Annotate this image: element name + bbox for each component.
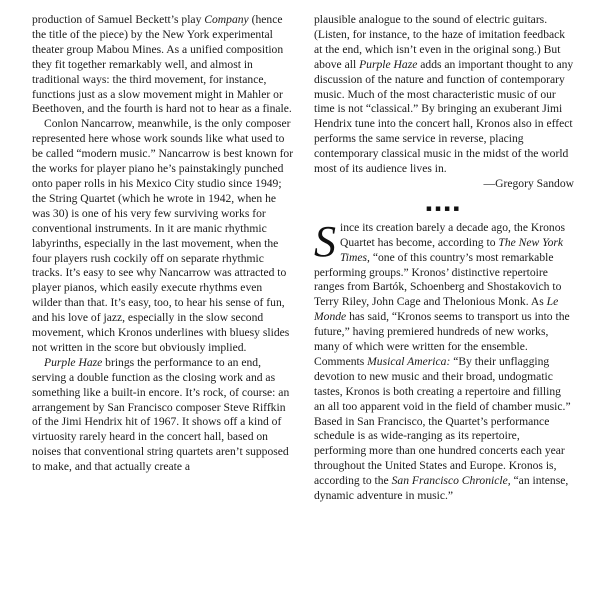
italic-title: Le Monde [314, 295, 559, 324]
text-run: “an intense, dynamic adventure in music.” [314, 474, 569, 503]
author-signature: —Gregory Sandow [483, 176, 574, 190]
paragraph-purple-haze [32, 356, 294, 475]
section-divider: ▪▪▪▪ [425, 203, 463, 214]
kronos-bio-text [314, 216, 571, 503]
text-run: brings the performance to an end, serving a double function as the closing work and as something like a built-in encore. It’s rock, of course: an arrangement by San Francisco composer Steve Riffkin of the Jimi Hendrix hit of 1967. It shows off a kind of virtuosity rarely heard in the concert hall, based on noises that conventional string quartets aren’t supposed to make, and that actually create a [32, 355, 290, 474]
italic-title: Purple Haze [359, 57, 418, 71]
text-run: Conlon Nancarrow, meanwhile, is the only composer represented here whose work sounds like what used to be called “modern music.” Nancarrow is best known for the works for player piano he’s painstakingly punched onto paper rolls in his Mexico City studio since 1949; the String Quartet (which he wrote in 1942, when he was 30) is one of his very few surviving works for conventional instruments. In it are manic rhythmic labyrinths, especially in the last movement, when the four players rush cockily off on separate rhythmic tracks. It’s easy to see why Nancarrow was attracted to player pianos, which easily execute rhythms even wilder than that. It’s easy, too, to hear his sense of fun, and his love of jazz, especially in the slow second movement, which Kronos underlines with bluesy slides not written in the score but obviously implied. [32, 117, 294, 354]
text-run: adds an important thought to any discussion of the nature and function of contemporary music. Much of the most characteristic music of our time is not “classical.” By bringing an exuberant Jimi Hendrix tune into the concert hall, Kronos also in effect performs the same service in reverse, placing contemporary classical music in the midst of the world most of its audience lives in. [314, 57, 574, 176]
text-run: has said, “Kronos seems to transport us into the future,” having premiered hundreds of new works, many of which were written for the ensemble. Comments [314, 310, 570, 368]
text-run: production of Samuel Beckett’s play [32, 13, 205, 26]
text-run: “By their unflagging devotion to new music and their broad, undogmatic tastes, Kronos is both creating a repertoire and filling an all too apparent void in the field of chamber music.” Based in San Francisco, the Quartet’s performance schedule is as wide-ranging as its repertoire, performing more than one hundred concerts each year throughout the United States and Europe. Kronos is, according to the [314, 354, 571, 488]
left-column [32, 13, 294, 475]
italic-title: Purple Haze [44, 355, 103, 369]
italic-title: San Francisco Chronicle, [391, 474, 511, 488]
text-run: plausible analogue to the sound of electric guitars. (Listen, for instance, to the haze of imitation feedback at the end, which isn’t even in the original song.) But above all [314, 13, 566, 71]
paragraph-kronos-bio [314, 216, 574, 504]
text-run: (hence the title of the piece) by the New York experimental theater group Mabou Mines. As a unified composition they fit together remarkably well, and almost in traditional ways: the third movement, for instance, functions just as a slow movement might in Mahler or Beethoven, and the fourth is hard not to hear as a finale. [32, 13, 292, 116]
right-column [314, 13, 574, 504]
text-run: ince its creation barely a decade ago, the Kronos Quartet has become, according to [340, 220, 566, 249]
italic-title: Musical America: [367, 354, 451, 368]
paragraph-purple-haze-cont [314, 13, 574, 177]
paragraph-nancarrow [32, 117, 294, 356]
italic-title: The New York Times, [340, 235, 564, 264]
paragraph-company [32, 13, 294, 117]
drop-cap: S [314, 216, 336, 266]
text-run: “one of this country’s most remarkable performing groups.” Kronos’ distinctive repertoire ranges from Bartók, Schoenberg and Shostakovich to Terry Riley, John Cage and Thelonious Monk. As [314, 250, 562, 309]
italic-title: Company [204, 13, 249, 26]
